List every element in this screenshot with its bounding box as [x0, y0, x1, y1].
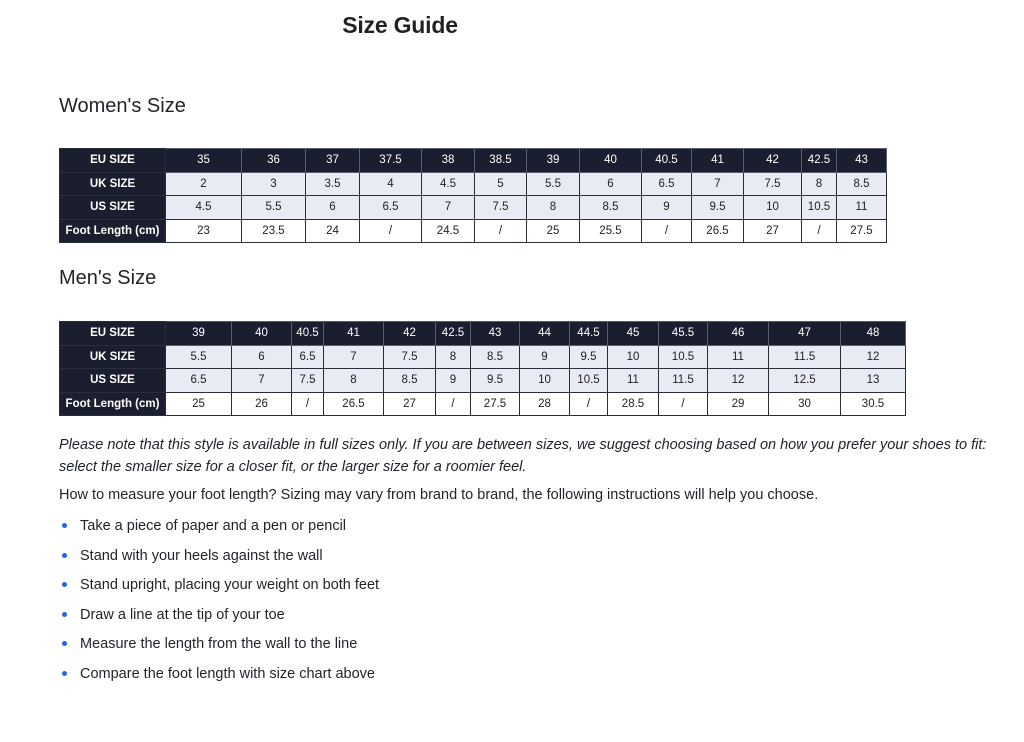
table-cell: 12: [841, 345, 906, 369]
list-item: Compare the foot length with size chart above: [59, 664, 379, 694]
table-cell: /: [360, 219, 422, 243]
table-cell: 27: [384, 392, 436, 416]
table-cell: /: [475, 219, 527, 243]
table-cell: 27.5: [837, 219, 887, 243]
table-cell: 6.5: [166, 369, 232, 393]
table-cell: 45.5: [659, 322, 708, 346]
table-cell: 10.5: [570, 369, 608, 393]
table-cell: 10.5: [659, 345, 708, 369]
table-cell: 26: [232, 392, 292, 416]
table-cell: /: [642, 219, 692, 243]
table-row: [60, 369, 906, 393]
table-cell: 10: [744, 196, 802, 220]
table-cell: 7: [422, 196, 475, 220]
table-cell: 26.5: [324, 392, 384, 416]
table-cell: 8: [527, 196, 580, 220]
table-cell: 6.5: [292, 345, 324, 369]
table-cell: 25: [166, 392, 232, 416]
table-cell: /: [570, 392, 608, 416]
row-header: US SIZE: [60, 196, 166, 220]
bullet-icon: [62, 523, 67, 528]
table-cell: /: [659, 392, 708, 416]
table-cell: 45: [608, 322, 659, 346]
table-cell: 30.5: [841, 392, 906, 416]
table-cell: 7.5: [744, 172, 802, 196]
table-cell: 43: [471, 322, 520, 346]
table-cell: 40.5: [642, 149, 692, 173]
table-cell: 29: [708, 392, 769, 416]
row-header: Foot Length (cm): [60, 392, 166, 416]
table-cell: 23.5: [242, 219, 306, 243]
table-cell: /: [436, 392, 471, 416]
how-to-measure-text: How to measure your foot length? Sizing may vary from brand to brand, the following instructions will help you choose.: [59, 487, 819, 503]
fit-note: Please note that this style is available in full sizes only. If you are between sizes, we suggest choosing based on how you prefer your shoes to fit: select the smaller size for a closer fit, or the larger size for a roomier feel.: [59, 437, 987, 475]
table-cell: 8.5: [384, 369, 436, 393]
table-cell: 42: [744, 149, 802, 173]
table-cell: 2: [166, 172, 242, 196]
table-cell: 41: [692, 149, 744, 173]
table-cell: 9.5: [692, 196, 744, 220]
table-row: [60, 196, 887, 220]
table-cell: 4.5: [166, 196, 242, 220]
row-header: EU SIZE: [60, 322, 166, 346]
table-cell: 13: [841, 369, 906, 393]
mens-size-heading: Men's Size: [59, 267, 157, 289]
bullet-icon: [62, 582, 67, 587]
table-cell: 24: [306, 219, 360, 243]
table-cell: 43: [837, 149, 887, 173]
table-cell: 37: [306, 149, 360, 173]
table-cell: 27: [744, 219, 802, 243]
table-cell: 39: [166, 322, 232, 346]
table-cell: 11.5: [659, 369, 708, 393]
table-cell: 7.5: [292, 369, 324, 393]
list-item: Take a piece of paper and a pen or pencil: [59, 516, 379, 546]
mens-size-table: [59, 321, 906, 416]
list-item: Measure the length from the wall to the line: [59, 634, 379, 664]
table-cell: 40: [580, 149, 642, 173]
table-cell: 6.5: [642, 172, 692, 196]
table-cell: 11.5: [769, 345, 841, 369]
table-cell: 5.5: [242, 196, 306, 220]
table-cell: 8: [324, 369, 384, 393]
table-cell: 3: [242, 172, 306, 196]
table-cell: 10: [608, 345, 659, 369]
table-cell: 44.5: [570, 322, 608, 346]
table-row: [60, 149, 887, 173]
table-cell: 5: [475, 172, 527, 196]
bullet-icon: [62, 671, 67, 676]
table-cell: 28.5: [608, 392, 659, 416]
table-cell: 8.5: [580, 196, 642, 220]
table-cell: 39: [527, 149, 580, 173]
table-cell: 10.5: [802, 196, 837, 220]
table-cell: 42.5: [802, 149, 837, 173]
table-cell: 28: [520, 392, 570, 416]
table-cell: 40.5: [292, 322, 324, 346]
table-cell: 7.5: [475, 196, 527, 220]
table-cell: 9: [436, 369, 471, 393]
row-header: UK SIZE: [60, 172, 166, 196]
table-cell: 5.5: [166, 345, 232, 369]
table-cell: 11: [608, 369, 659, 393]
row-header: UK SIZE: [60, 345, 166, 369]
table-cell: 41: [324, 322, 384, 346]
table-cell: 38.5: [475, 149, 527, 173]
table-cell: 8.5: [471, 345, 520, 369]
table-cell: 9.5: [471, 369, 520, 393]
table-cell: 12: [708, 369, 769, 393]
table-row: [60, 219, 887, 243]
table-cell: 38: [422, 149, 475, 173]
table-row: [60, 392, 906, 416]
table-cell: 6: [306, 196, 360, 220]
bullet-icon: [62, 641, 67, 646]
table-cell: 23: [166, 219, 242, 243]
table-cell: 11: [708, 345, 769, 369]
page-title: Size Guide: [342, 12, 458, 38]
list-item: Stand upright, placing your weight on both feet: [59, 575, 379, 605]
table-cell: 47: [769, 322, 841, 346]
table-cell: 36: [242, 149, 306, 173]
table-cell: 5.5: [527, 172, 580, 196]
table-cell: 37.5: [360, 149, 422, 173]
table-cell: 27.5: [471, 392, 520, 416]
table-cell: 42: [384, 322, 436, 346]
womens-size-heading: Women's Size: [59, 95, 186, 117]
table-cell: 12.5: [769, 369, 841, 393]
table-cell: 9: [642, 196, 692, 220]
table-cell: 7: [324, 345, 384, 369]
bullet-icon: [62, 553, 67, 558]
table-cell: 24.5: [422, 219, 475, 243]
table-cell: 25.5: [580, 219, 642, 243]
table-cell: 7: [692, 172, 744, 196]
table-cell: /: [802, 219, 837, 243]
table-cell: 26.5: [692, 219, 744, 243]
table-cell: 6: [580, 172, 642, 196]
table-cell: 35: [166, 149, 242, 173]
table-cell: 42.5: [436, 322, 471, 346]
table-cell: 10: [520, 369, 570, 393]
table-cell: 9.5: [570, 345, 608, 369]
table-cell: 11: [837, 196, 887, 220]
table-cell: 30: [769, 392, 841, 416]
table-cell: 8: [436, 345, 471, 369]
measure-steps-list: [59, 516, 379, 693]
row-header: US SIZE: [60, 369, 166, 393]
table-cell: 7: [232, 369, 292, 393]
table-cell: 9: [520, 345, 570, 369]
table-cell: /: [292, 392, 324, 416]
list-item: Stand with your heels against the wall: [59, 546, 379, 576]
table-cell: 25: [527, 219, 580, 243]
table-row: [60, 322, 906, 346]
table-cell: 3.5: [306, 172, 360, 196]
womens-size-table: [59, 148, 887, 243]
table-cell: 7.5: [384, 345, 436, 369]
row-header: EU SIZE: [60, 149, 166, 173]
table-cell: 6.5: [360, 196, 422, 220]
row-header: Foot Length (cm): [60, 219, 166, 243]
table-cell: 8: [802, 172, 837, 196]
table-cell: 6: [232, 345, 292, 369]
list-item: Draw a line at the tip of your toe: [59, 605, 379, 635]
table-row: [60, 172, 887, 196]
table-row: [60, 345, 906, 369]
bullet-icon: [62, 612, 67, 617]
table-cell: 46: [708, 322, 769, 346]
table-cell: 4.5: [422, 172, 475, 196]
table-cell: 44: [520, 322, 570, 346]
table-cell: 8.5: [837, 172, 887, 196]
table-cell: 48: [841, 322, 906, 346]
table-cell: 4: [360, 172, 422, 196]
table-cell: 40: [232, 322, 292, 346]
